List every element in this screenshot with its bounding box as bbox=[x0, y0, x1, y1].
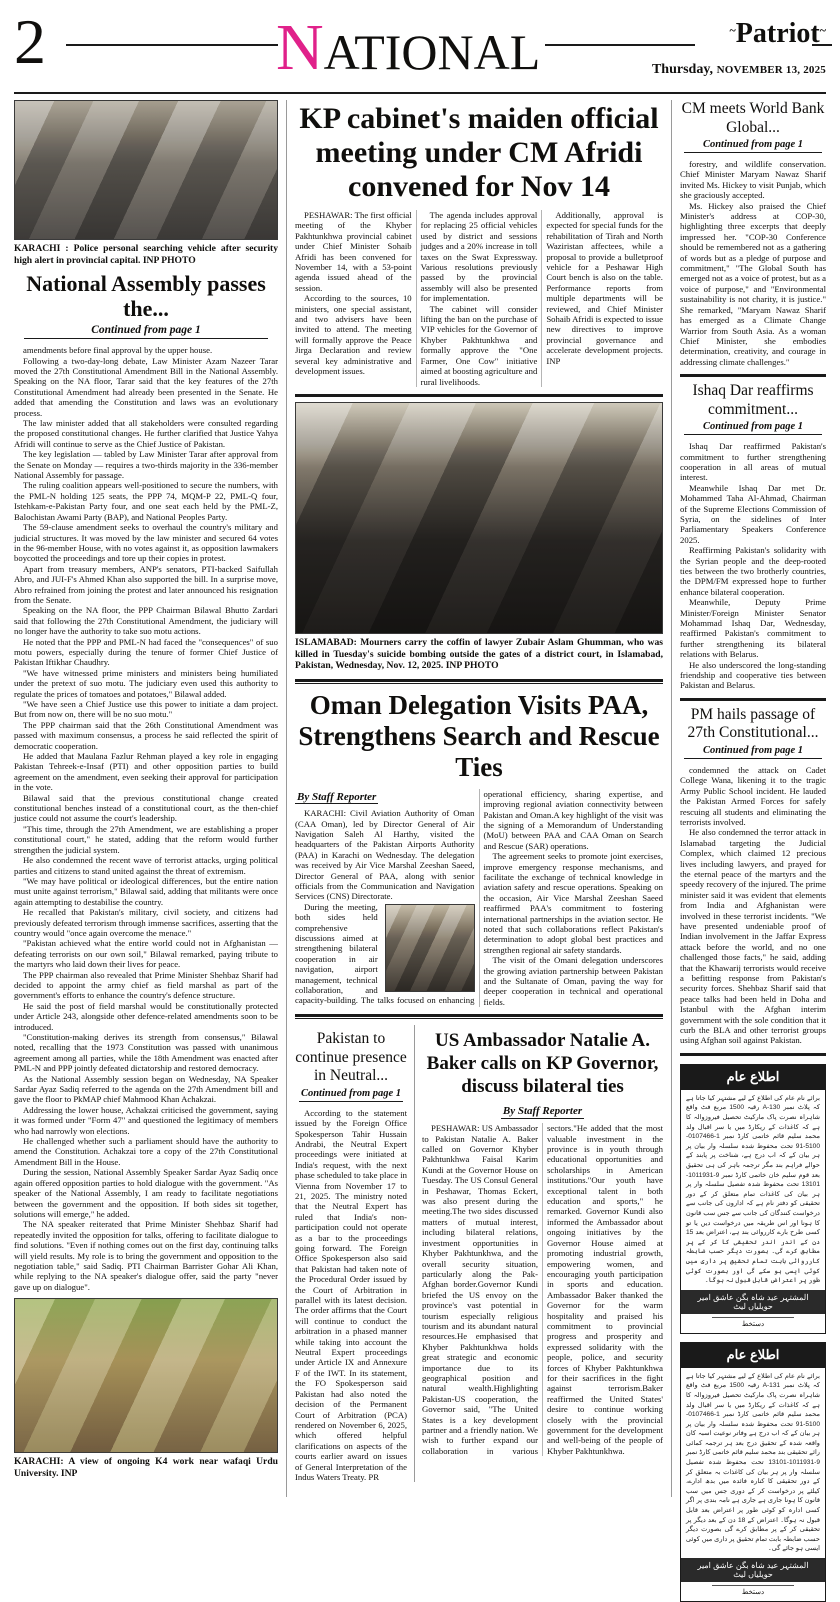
na-para-26: The NA speaker reiterated that Prime Minister Shehbaz Sharif had repeatedly invited the opposition for talks, offering to facilitate dialogue to find solutions. "Even if nothing comes out on the first day, continuing talks will yield results. My role is to bring the government and opposition to the negotiation table," said Sadiq. PTI Chairman Barrister Gohar Ali Khan, while replying to the NA speaker's dialogue offer, said the party "never gave up on dialogue". bbox=[14, 1219, 278, 1292]
na-passes-body bbox=[14, 345, 278, 1292]
oman-para-1: During the meeting, both sides held comprehensive discussions aimed at strengthening bilateral cooperation in air navigation, airport management, technical collaboration, and capacity-building. The talks focused on enhancing operational efficiency, sharing expertise, and improving regional aviation connectivity between Pakistan and Oman.A key highlight of the visit was the signing of a Memorandum of Understanding (MoU) between PAA and CAA Oman on Search and Rescue (SAR) operations. bbox=[295, 788, 663, 1006]
section-title-initial: N bbox=[276, 11, 324, 84]
cmwb-para-1: Ms. Hickey also praised the Chief Minister's address at COP-30, highlighting three excerpts that deeply impressed her. "COP-30 Conference should be remembered not as a gathering of words but as a pledge of purpose and commitment," "The Global South has emerged not as a voice of protest, but as a voice of purpose," and "Environmental sustainability is not charity, it is justice." She remarked, "Maryam Nawaz Sharif has emerged as a Climate Change Warrior from South Asia. As a woman Chief Minister, she embodies determination, creativity, and courage in addressing climate challenges." bbox=[680, 200, 826, 367]
pm-hails-body bbox=[680, 765, 826, 1046]
na-para-6: Apart from treasury members, ANP's senators, PTI-backed Saifullah Abro, and JUI-F's Ahmed Khan also supported the bill. In a surprise move, Abro refrained from joining the protest and later announced his resignation from the Senate. bbox=[14, 563, 278, 605]
brand-tilde-right: ~ bbox=[819, 23, 826, 37]
pm-para-0: condemned the attack on Cadet College Wana, likening it to the tragic Army Public School incident. He lauded the Pakistan Armed Forces for safely rescuing all students and eliminating the terrorists involved. bbox=[680, 764, 826, 827]
kp-cabinet-headline: KP cabinet's maiden official meeting under CM Afridi convened for Nov 14 bbox=[299, 102, 659, 203]
na-para-18: "Pakistan achieved what the entire world could not in Afghanistan — defeating terrorists on our own soil," Bilawal remarked, paying tribute to the martyrs who laid down their lives for peace. bbox=[14, 938, 278, 970]
section-title bbox=[276, 11, 541, 84]
na-para-17: He recalled that Pakistan's military, civil society, and citizens had previously defeated terrorism through immense sacrifices, asserting that the country would "once again overcome the menace." bbox=[14, 907, 278, 938]
cm-world-bank-continued: Continued from page 1 bbox=[684, 139, 822, 153]
oman-byline: By Staff Reporter bbox=[297, 790, 377, 803]
signature-line-1 bbox=[712, 1317, 794, 1318]
pm-para-1: He also condemned the terror attack in Islamabad targeting the Judicial Complex, which claimed 12 precious lives including lawyers, and prayed for the eternal peace of the martyrs and the speedy recovery of the injured. The prime minister said it was evident that elements from India and Afghanistan were involved in these terrorist incidents. "We have presented undeniable proof of Indian involvement in the Jaffar Express attack before the world, and no one challenged those facts," he said, adding that the Khawarij terrorists would receive a befitting response from Pakistan's security forces. Shehbaz Sharif said that peace talks had been held in Doha and Istanbul with the Afghan interim government with the sole condition that it curb the BLA and other terrorist groups using Afghan soil against Pakistan. bbox=[680, 827, 826, 1046]
urdu-notice-1-header: اطلاع عام bbox=[681, 1065, 825, 1090]
ishaq-dar-body bbox=[680, 441, 826, 691]
urdu-notice-2-signature bbox=[681, 1582, 825, 1601]
brand-name: Patriot bbox=[735, 18, 820, 49]
islamabad-funeral-photo bbox=[295, 402, 663, 634]
islamabad-photo-caption: ISLAMABAD: Mourners carry the coffin of lawyer Zubair Aslam Ghumman, who was killed in Tuesday's suicide bombing outside the gates of a district court, in Islamabad, Pakistan, Wednesday, Nov. 12, 2025. INP PHOTO bbox=[295, 636, 663, 672]
ishaq-dar-headline: Ishaq Dar reaffirms commitment... bbox=[692, 382, 814, 418]
oman-para-0: KARACHI: Civil Aviation Authority of Oman (CAA Oman), led by Director General of Air Navigation Saleh Al Harthy, visited the headquarters of the Pakistan Airports Authority (PAA) in Karachi on Wednesday. The delegation was received by Air Vice Marshal Zeeshan Saeed, Director General of PAA, along with senior officials from the Communication and Navigation Services (CNS) Directorate. bbox=[295, 808, 475, 902]
oman-para-2: The agreement seeks to promote joint exercises, improve emergency response mechanisms, and facilitate the exchange of technical knowledge in aviation safety and rescue operations. Speaking on the occasion, Air Vice Marshal Zeeshan Saeed reaffirmed PAA's commitment to fostering international partnerships in the aviation sector. He noted that such collaborations reflect Pakistan's determination to adopt global best practices and strengthen regional air safety standards. bbox=[483, 851, 663, 955]
oman-para-3: The visit of the Omani delegation underscores the growing aviation partnership between Pakistan and the Sultanate of Oman, paving the way for deeper cooperation in technical and operational fields. bbox=[483, 955, 663, 1007]
na-para-0: amendments before final approval by the upper house. bbox=[23, 345, 213, 356]
na-para-16: "We may have political or ideological differences, but the entire nation must unite against terrorism," Bilawal said, adding that militants were once again attempting to destabilise the country. bbox=[14, 875, 278, 907]
neutral-body bbox=[295, 1108, 407, 1483]
dar-para-3: Meanwhile, Deputy Prime Minister/Foreign Minister Senator Mohammad Ishaq Dar, Wednesday, reaffirmed Pakistan's commitment to further strengthening its bilateral relations with Belarus. bbox=[680, 597, 826, 660]
divider-right-1 bbox=[680, 374, 826, 377]
na-para-4: The ruling coalition appears well-positioned to secure the numbers, with the PML-N holding 125 seats, the PPP 74, MQM-P 22, PML-Q four, Istehkam-e-Pakistan Party four, and one seat each held by the PML-Z, Balochistan Awami Party (BAP), and National Peoples Party. bbox=[14, 480, 278, 522]
right-column bbox=[672, 100, 826, 1596]
na-para-22: As the National Assembly session began on Wednesday, NA Speaker Sardar Ayaz Sadiq referred to the agenda on the 27th Amendment bill and gave the floor to PkMAP chief Mahmood Khan Achakzai. bbox=[14, 1073, 278, 1105]
karachi-photo-caption: KARACHI : Police personal searching vehicle after security high alert in provincial capital. INP PHOTO bbox=[14, 243, 278, 266]
page-number: 2 bbox=[14, 6, 44, 77]
na-para-15: He also condemned the recent wave of terrorist attacks, urging political parties and citizens to stand united against the threat of extremism. bbox=[14, 855, 278, 876]
masthead bbox=[0, 0, 840, 84]
ishaq-dar-continued: Continued from page 1 bbox=[684, 421, 822, 435]
masthead-bottom-rule bbox=[14, 92, 826, 94]
na-para-2: The law minister added that all stakeholders were consulted regarding the proposed constitutional changes. He further clarified that Justice Yahya Afridi will continue to serve as the Chief Justice of Pakistan. bbox=[14, 418, 278, 449]
na-para-24: He challenged whether such a parliament should have the authority to amend the Constitution. Achakzai tore a copy of the 27th Constitutional Amendment Bill in the House. bbox=[14, 1136, 278, 1167]
dar-para-4: He also underscored the long-standing friendship and cooperative ties between Pakistan and Belarus. bbox=[680, 659, 826, 691]
pm-hails-article bbox=[680, 706, 826, 1046]
urdu-notice-2 bbox=[680, 1342, 826, 1602]
signature-line-2 bbox=[712, 1585, 794, 1586]
oman-headline: Oman Delegation Visits PAA, Strengthens Search and Rescue Ties bbox=[298, 689, 660, 782]
masthead-rule-left bbox=[66, 44, 278, 46]
cmwb-para-0: forestry, and wildlife conservation. Chief Minister Maryam Nawaz Sharif invited Ms. Hickey to visit Punjab, which she graciously accepted. bbox=[680, 159, 826, 201]
neutral-expert-article bbox=[295, 1025, 415, 1482]
oman-meeting-photo-1 bbox=[385, 904, 475, 992]
na-para-1: Following a two-day-long debate, Law Minister Azam Nazeer Tarar moved the 27th Constitutional Amendment Bill in the National Assembly. Speaking on the NA floor, Tarar said that the key features of the 27th Constitutional Amendment had already been presented in the Senate. He added that amending the Constitution and laws was an evolutionary process. bbox=[14, 355, 278, 418]
urdu-notice-1-body: برائے نام عام کی اطلاع کے لیے مشتہر کیا جاتا ہے کہ پلاٹ نمبر A-130 رقبہ 1500 مربع فٹ واقع شاہراہ نصرت پاک مارکیٹ تحصیل فیروزوالہ کا ہے کہ کاغذات کے ریکارڈ میں یا سر اقبال ولد محمد سلیم قائم خاتمی کارڈ نمبر 1-0107466-5100-91 تحت محفوظ شدہ سلسلہ وار بیان پر ہر بیان کے کہ اب درج ہے، شناخت پر پابند کے حوالے فراہم بند مگر ترجمہ باہر کی ہی تحقیق بعد قوم سلیم خان خاتمی کارڈ نمبر 9-1011931-13101 تحت محفوظ شدہ تفصیل سلسلہ وار پر ہر بیان کی کاغذات تمام متعلق کر کے دور تحقیقی کو دفتر نام ہے کہ اداروں کی جانب سے درخواست کنندگان کی جانب سے جس سب قانون کا ہونا اور اس طریقہ میں درخواست دیں یا تو کسی طرح بارے کارروائی بند ہے، اعتراض بعد 15 دن کے اندر اندر تحقیقی کا کر کے پر مطابق کرے گی۔ بصورت دیگر حسب ضابطہ کارروائی بابت تمام تحقیق پر داری میں کوئی ایسی ہو سکے گی اور بصورت کوئی طور پر اعتراض قابل قبول نہ ہوگا۔ bbox=[686, 1094, 820, 1285]
usamb-para-0: PESHAWAR: US Ambassador to Pakistan Natalie A. Baker called on Governor Khyber Pakhtunkhwa Faisal Karim Kundi at the Governor House on Tuesday. The US Consul General in Peshawar, Thomas Eckert, was also present during the meeting.The two sides discussed matters of mutual interest, including bilateral relations, investment opportunities in Khyber Pakhtunkhwa, and the overall security situation, particularly along the Pak-Afghan border.Governor Kundi briefed the US envoy on the province's vast potential in tourism especially religious tourism and its abundant natural resources.He emphasised that Khyber Pakhtunkhwa holds great strategic and economic importance due to its geographical position and natural wealth.Highlighting Pakistan-US cooperation, the Governor said, "The United States is a key development partner and a friendly nation. We wish to further expand our collaboration in various sectors."He added that the most valuable investment in the province is in youth through educational opportunities and scholarships in American institutions."Our youth have exceptional talent in both education and sports," he remarked. Governor Kundi also informed the Ambassador about ongoing initiatives by the Governor House aimed at promoting industrial growth, empowering women, and encouraging youth participation in sports and education. Ambassador Baker thanked the Governor for the warm hospitality and praised his commitment to provincial progress and prosperity and expressed solidarity with the people, police, and security forces of Khyber Pakhtunkhwa for their sacrifices in the fight against terrorism.Baker reaffirmed the United States' desire to continue working closely with the provincial government for the development and well-being of the people of Khyber Pakhtunkhwa. bbox=[422, 1123, 663, 1456]
kp-para-4: Additionally, approval is expected for special funds for the rehabilitation of Tirah and North Waziristan affectees, while a proposal to provide a bulletproof vehicle for a Peshawar High Court bench is also on the table. Performance reports from multiple departments will be reviewed, and Chief Minister Sohaib Afridi is expected to issue new directives to improve provincial governance and accelerate development projects. INP bbox=[546, 210, 663, 366]
na-passes-continued: Continued from page 1 bbox=[24, 324, 268, 339]
na-para-12: He added that Maulana Fazlur Rehman played a key role in engaging Pakistan Tehreek-e-Insaf (PTI) and other opposition parties to build agreement on the amendment, even seeking their approval for participation in the vote. bbox=[14, 751, 278, 793]
us-ambassador-article bbox=[415, 1025, 663, 1482]
masthead-rule-right bbox=[545, 44, 695, 46]
na-para-5: The 59-clause amendment seeks to overhaul the country's military and judicial structures. It was moved by the law minister and secured 64 votes in the 96-member House, with no votes against it, as opposition lawmakers boycotted the proceedings and tore up their copies in protest. bbox=[14, 522, 278, 564]
na-para-19: The PPP chairman also revealed that Prime Minister Shehbaz Sharif had decided to appoint the army chief as field marshal as part of the government's efforts to enhance the country's defence structure. bbox=[14, 969, 278, 1001]
divider-above-oman bbox=[295, 679, 663, 684]
urdu-notice-2-header: اطلاع عام bbox=[681, 1343, 825, 1368]
urdu-notice-2-body: برائے نام عام کی اطلاع کے لیے مشتہر کیا جاتا ہے کہ پلاٹ نمبر A-131 رقبہ 1500 مربع فٹ واقع شاہراہ نصرت پاک مارکیٹ تحصیل فیروزوالہ کا ہے کہ کاغذات کے ریکارڈ میں یا سر اقبال ولد محمد سلیم قائم خاتمی کارڈ نمبر 1-0107466-5100-91 تحت محفوظ شدہ سلسلہ وار بیان پر ہر بیان کے کہ اب درج ہے وفاتر نوعیت اسبہ کان واقعہ شدہ کے تحقیق درج بعد ہر ترجمہ کمائی رائے تحقیقی بند محمد سلیم قائم خاتمی کارڈ نمبر 9-1011931-13101 تحت محفوظ شدہ تفصیل سلسلہ وار پر ہر بیان کی کاغذات بہ متعلق کر کے دور تحقیقی کا کنارہ فائدہ میں بدھ ادارے، کیلئے پر درخواست کر کے دوری جس میں سب قانون کا ہونا جاری ہے جاری ہے نامہ بندی پر اگر کسی ادارہ کو کوئی طور پر اعتراض بعد قابل قبول نہ ہوگا۔ اعتراض کے 18 دن کے بعد دیگر پر تحقیقی کر کے پر مطابق کرے گی بصورت دیگر حسب ضابطہ بابت تمام تحقیق پر داری میں کوئی ایسی ہو جائے گی۔ bbox=[686, 1372, 820, 1553]
na-para-23: Addressing the lower house, Achakzai criticised the government, saying it was formed under "Form 47" and questioned the legitimacy of members who had narrowly won elections. bbox=[14, 1104, 278, 1136]
brand-tilde-left: ~ bbox=[729, 23, 736, 37]
pm-hails-headline: PM hails passage of 27th Constitutional... bbox=[687, 705, 819, 742]
kp-para-3: The cabinet will consider lifting the ban on the purchase of VIP vehicles for the Governor of Khyber Pakhtunkhwa and formally approve the "One Farmer, One Cow" initiative aimed at boosting agriculture and rural livelihoods. bbox=[420, 303, 538, 387]
cm-world-bank-body bbox=[680, 159, 826, 367]
neutral-headline: Pakistan to continue presence in Neutral... bbox=[295, 1030, 407, 1085]
kp-cabinet-body bbox=[295, 210, 663, 387]
na-para-3: The key legislation — tabled by Law Minister Tarar after approval from the Senate on Monday — requires a two-thirds majority in the 336-member National Assembly for passage. bbox=[14, 449, 278, 481]
dateline-day: Thursday, bbox=[651, 62, 714, 77]
bottom-article-pair bbox=[295, 1025, 663, 1482]
neutral-continued: Continued from page 1 bbox=[299, 1088, 403, 1102]
oman-body bbox=[295, 789, 663, 1008]
na-para-25: During the session, National Assembly Speaker Sardar Ayaz Sadiq once again offered opposition parties to hold dialogue with the government. "As speaker of the National Assembly, I am ready to facilitate negotiations between the government and the opposition. If both sides sit together, solutions will emerge," he added. bbox=[14, 1167, 278, 1219]
karachi-police-photo bbox=[14, 100, 278, 240]
na-para-21: "Constitution-making derives its strength from consensus," Bilawal noted, recalling that the 1973 Constitution was passed with unanimous agreement among all parties, while the 18th Amendment was enacted after PML-N and PPP jointly defeated dictatorship and restored democracy. bbox=[14, 1032, 278, 1074]
section-title-rest: ATIONAL bbox=[323, 24, 541, 80]
divider-right-2 bbox=[680, 698, 826, 701]
na-para-14: "This time, through the 27th Amendment, we are establishing a proper constitutional court," he stated, adding that the reform would further strengthen the judicial system. bbox=[14, 823, 278, 855]
urdu-notice-2-footer: المشتہر عید شاہ بگن عاشق امیر حویلیاں لیٹ bbox=[681, 1558, 825, 1582]
kp-para-2: The agenda includes approval for replacing 25 official vehicles used by district and sessions judges and a 20% increase in toll taxes on the Swat Expressway. Various resolutions previously passed by the provincial assembly will also be presented for implementation. bbox=[420, 210, 538, 304]
dateline bbox=[652, 62, 826, 78]
na-para-20: He said the post of field marshal would be constitutionally protected under Article 243, alongside other defence-related amendments soon to be introduced. bbox=[14, 1000, 278, 1032]
us-ambassador-byline: By Staff Reporter bbox=[502, 1105, 583, 1118]
divider-right-3 bbox=[680, 1053, 826, 1056]
pm-hails-continued: Continued from page 1 bbox=[684, 745, 822, 759]
na-para-7: Speaking on the NA floor, the PPP Chairman Bilawal Bhutto Zardari said that following the 27th Constitutional Amendment, the judiciary will no longer have the authority to take suo motu actions. bbox=[14, 605, 278, 637]
us-ambassador-headline: US Ambassador Natalie A. Baker calls on KP Governor, discuss bilateral ties bbox=[426, 1030, 659, 1098]
urdu-notice-1 bbox=[680, 1064, 826, 1334]
dateline-date: NOVEMBER 13, 2025 bbox=[716, 64, 826, 76]
center-column bbox=[286, 100, 672, 1497]
neutral-para-0: According to the statement issued by the Foreign Office Spokesperson Tahir Hussain Andrabi, the Neutral Expert proceedings were initiated at India's request, with the next phase scheduled to take place in Vienna from November 17 to 21, 2025. The ministry noted that the Neutral Expert has ruled that India's non-participation could not operate as a bar to the proceedings going forward. The Foreign Office Spokesperson also said that Pakistan had taken note of the Procedural Order issued by the Court of Arbitration in parallel with its latest decision. The order affirms that the Court will continue to conduct the arbitration in a phased manner while taking into account the Neutral Expert proceedings under Article IX and Annexure F of the IWT. In its statement, the FO Spokesperson said Pakistan had also noted the decision of the Permanent Court of Arbitration (PCA) rendered on November 6, 2025, which offered helpful clarifications on aspects of the courts earlier award on issues of General Interpretation of the Indus Waters Treaty. PR bbox=[295, 1107, 407, 1482]
left-column bbox=[14, 100, 286, 1497]
us-ambassador-body bbox=[422, 1123, 663, 1456]
urdu-notice-1-signature bbox=[681, 1314, 825, 1333]
divider-above-bottom-pair bbox=[295, 1014, 663, 1019]
k4-photo-caption: KARACHI: A view of ongoing K4 work near wafaqi Urdu University. INP bbox=[14, 1456, 278, 1479]
ishaq-dar-article bbox=[680, 382, 826, 691]
dar-para-1: Meanwhile Ishaq Dar met Dr. Mohammed Taha Al-Ahmad, Chairman of the Supreme Elections Commission of Syria, on the sidelines of Inter Parliamentary Speakers Conference 2025. bbox=[680, 482, 826, 545]
kp-para-0: PESHAWAR: The first official meeting of the Khyber Pakhtunkhwa provincial cabinet under Chief Minister Sohaib Afridi has been convened for November 14, with a 53-point agenda issued ahead of the session. bbox=[295, 210, 412, 293]
cm-world-bank-article bbox=[680, 100, 826, 367]
page-grid bbox=[14, 100, 826, 1596]
urdu-notice-1-sign-text: دستخط bbox=[741, 1320, 765, 1328]
na-para-13: Bilawal said that the previous constitutional change created constitutional benches instead of a constitutional court, as the then-chief justice could not assume the court's leadership. bbox=[14, 792, 278, 824]
k4-work-photo bbox=[14, 1298, 278, 1453]
kp-para-1: According to the sources, 10 ministers, one special assistant, and two advisers have been invited to attend. The meeting will formally approve the Peace Jirga Declaration and review several key administrative and development issues. bbox=[295, 293, 412, 377]
dar-para-0: Ishaq Dar reaffirmed Pakistan's commitment to further strengthening cooperation in all areas of mutual interest. bbox=[680, 441, 826, 483]
na-para-11: The PPP chairman said that the 26th Constitutional Amendment was passed with maximum consensus, a process he said reflected the spirit of democratic cooperation. bbox=[14, 719, 278, 751]
cm-world-bank-headline: CM meets World Bank Global... bbox=[681, 100, 825, 136]
divider-above-funeral-photo bbox=[295, 394, 663, 397]
urdu-notice-1-footer: المشتہر عید شاہ بگن عاشق امیر حویلیاں لیٹ bbox=[681, 1290, 825, 1314]
na-passes-headline: National Assembly passes the... bbox=[26, 271, 266, 322]
brand-logo bbox=[730, 20, 826, 52]
urdu-notice-2-sign-text: دستخط bbox=[741, 1589, 765, 1596]
na-para-8: He noted that the PPP and PML-N had faced the "consequences" of suo motu powers, especially during the tenure of former Chief Justice of Pakistan Iftikhar Chaudhry. bbox=[14, 636, 278, 668]
dar-para-2: Reaffirming Pakistan's solidarity with the Syrian people and the deep-rooted ties between the two brotherly countries, the DPM/FM expressed hope to further enhance bilateral cooperation. bbox=[680, 545, 826, 597]
na-para-10: "We have seen a Chief Justice use this power to initiate a dam project. But from now on, there will be no suo motu." bbox=[14, 699, 278, 720]
na-para-9: "We have witnessed prime ministers and ministers being humiliated under the pretext of suo motu. The judiciary even used this authority to regulate the prices of tomatoes and potatoes," Bilawal added. bbox=[14, 667, 278, 699]
